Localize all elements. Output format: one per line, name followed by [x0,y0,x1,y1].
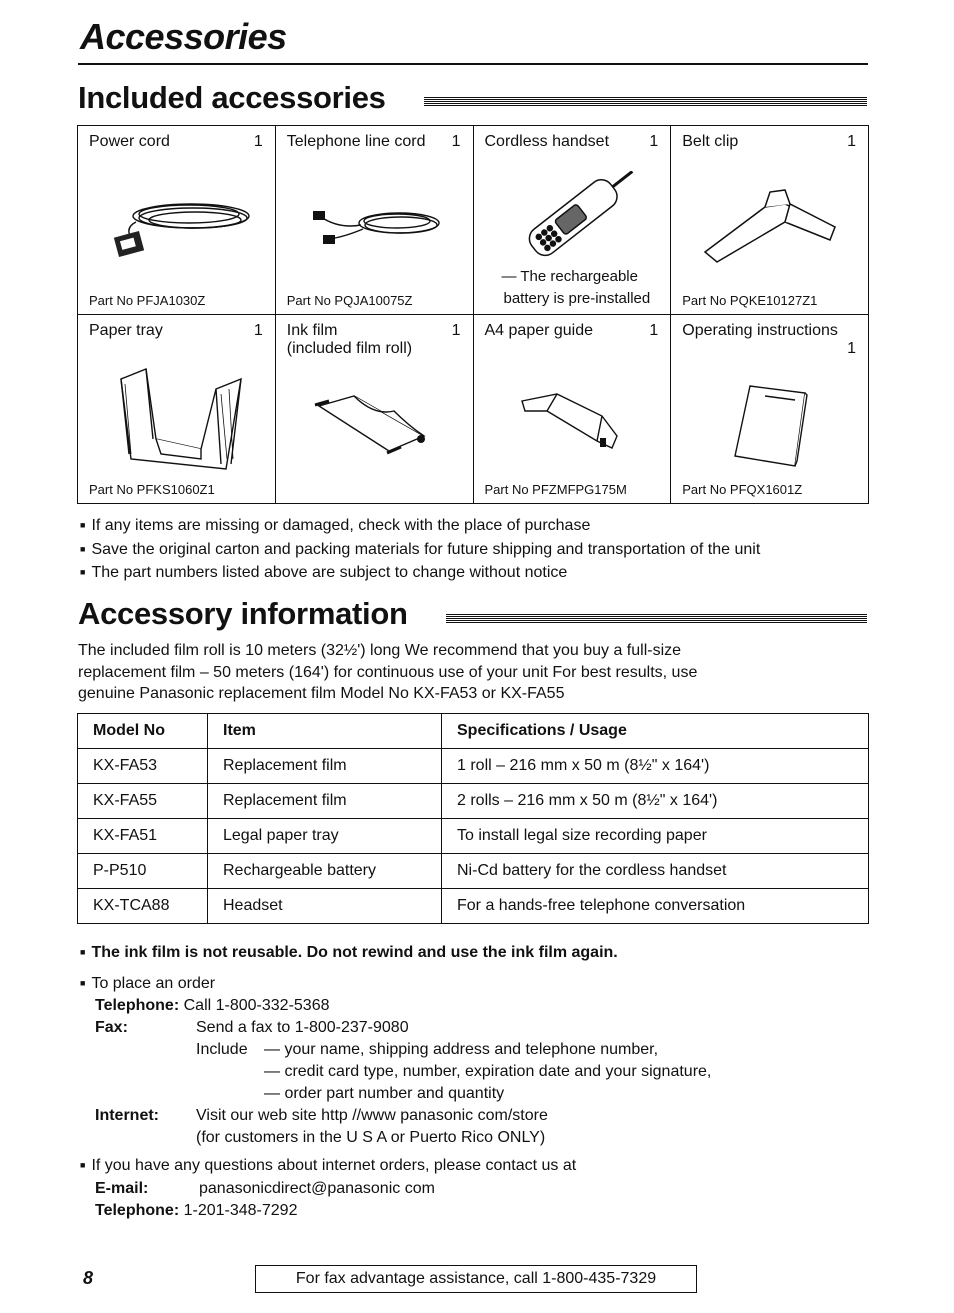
order-internet: Visit our web site http //www panasonic com/store [196,1107,548,1124]
ink-film-warning: ■ The ink film is not reusable. Do not rewind and use the ink film again. [80,944,618,962]
accessory-cell [78,315,276,504]
section-title-included: Included accessories [78,80,386,115]
order-email: panasonicdirect@panasonic com [199,1180,435,1197]
accessory-name: Telephone line cord [286,133,426,150]
order-include-line: — your name, shipping address and telephone number, [264,1041,659,1058]
accessory-part-no: Part No PQJA10075Z [286,293,413,308]
order-include-line: — credit card type, number, expiration date and your signature, [264,1063,712,1080]
order-telephone-2: Telephone: 1-201-348-7292 [95,1202,298,1219]
accessory-part-no: Part No PFJA1030Z [89,293,206,308]
accessory-name: Power cord [89,133,170,150]
accessory-part-no: Part No PFKS1060Z1 [89,482,215,497]
header-spec: Specifications / Usage [442,714,869,749]
section-title-info: Accessory information [78,596,408,631]
order-fax-label: Fax: [95,1019,128,1036]
cordless-handset-image [474,166,671,266]
info-paragraph: The included film roll is 10 meters (32½') long We recommend that you buy a full-size replacement film – 50 meters (164') for continuous use of your unit For best results, use genuine Panasonic replacement film Model No KX-FA53 or KX-FA55 [78,642,698,702]
accessory-qty: 1 [847,340,856,357]
section-rule [446,614,867,624]
accessory-name: A4 paper guide [484,322,594,339]
telephone-line-cord-image [276,166,473,288]
order-include-label: Include [196,1041,248,1058]
accessory-cell [275,126,473,315]
accessory-part-no: Part No PQKE10127Z1 [682,293,818,308]
fax-assistance-box: For fax advantage assistance, call 1-800-435-7329 [255,1265,697,1293]
order-telephone: Telephone: Call 1-800-332-5368 [95,997,330,1014]
accessory-qty: 1 [253,133,263,150]
accessory-subtitle: (included film roll) [286,340,413,357]
accessory-name: Paper tray [89,322,163,339]
accessory-qty: 1 [451,133,461,150]
order-internet-label: Internet: [95,1107,159,1124]
a4-paper-guide-image [474,365,671,477]
page-title: Accessories [80,16,287,57]
accessory-cell [671,126,869,315]
order-intro: ■ To place an order [80,975,216,992]
accessory-cell [78,126,276,315]
table-row: KX-FA53 Replacement film 1 roll – 216 mm x 50 m (8½" x 164') [78,749,869,784]
accessory-name: Operating instructions [682,322,838,339]
accessory-qty: 1 [847,133,856,150]
included-accessories-table [77,125,869,504]
table-row: KX-TCA88 Headset For a hands-free telephone conversation [78,889,869,924]
included-notes [80,515,760,586]
page-number: 8 [83,1268,94,1288]
accessory-part-no: Part No PFQX1601Z [682,482,803,497]
paper-tray-image [78,355,275,477]
order-fax: Send a fax to 1-800-237-9080 [196,1019,409,1036]
accessory-qty: 1 [253,322,263,339]
model-table [77,713,869,924]
order-include-line: — order part number and quantity [264,1085,505,1102]
accessory-name: Cordless handset [484,133,610,150]
accessory-name: Ink film [286,322,338,339]
order-email-label: E-mail: [95,1180,149,1197]
note-item: ■ If any items are missing or damaged, check with the place of purchase [80,515,760,539]
accessory-qty: 1 [649,322,659,339]
table-row: P-P510 Rechargeable battery Ni-Cd battery for the cordless handset [78,854,869,889]
table-row: KX-FA55 Replacement film 2 rolls – 216 mm x 50 m (8½" x 164') [78,784,869,819]
operating-instructions-image [671,375,868,477]
belt-clip-image [671,166,868,288]
accessory-part-no: Part No PFZMFPG175M [484,482,627,497]
power-cord-image [78,166,275,288]
order-questions: ■ If you have any questions about internet orders, please contact us at [80,1157,577,1174]
order-internet-note: (for customers in the U S A or Puerto Rico ONLY) [196,1129,546,1146]
accessory-qty: 1 [451,322,461,339]
title-rule [78,63,868,65]
accessory-cell [473,315,671,504]
handset-battery-note: — The rechargeable battery is pre-installed [501,268,651,307]
note-item: ■ The part numbers listed above are subject to change without notice [80,562,760,586]
accessory-cell [671,315,869,504]
accessory-cell [473,126,671,315]
accessory-qty: 1 [649,133,659,150]
ink-film-image [276,375,473,477]
accessory-cell [275,315,473,504]
header-model: Model No [78,714,208,749]
header-item: Item [208,714,442,749]
section-rule [424,97,867,107]
accessory-name: Belt clip [682,133,739,150]
table-row: KX-FA51 Legal paper tray To install legal size recording paper [78,819,869,854]
note-item: ■ Save the original carton and packing materials for future shipping and transportation of the unit [80,539,760,563]
